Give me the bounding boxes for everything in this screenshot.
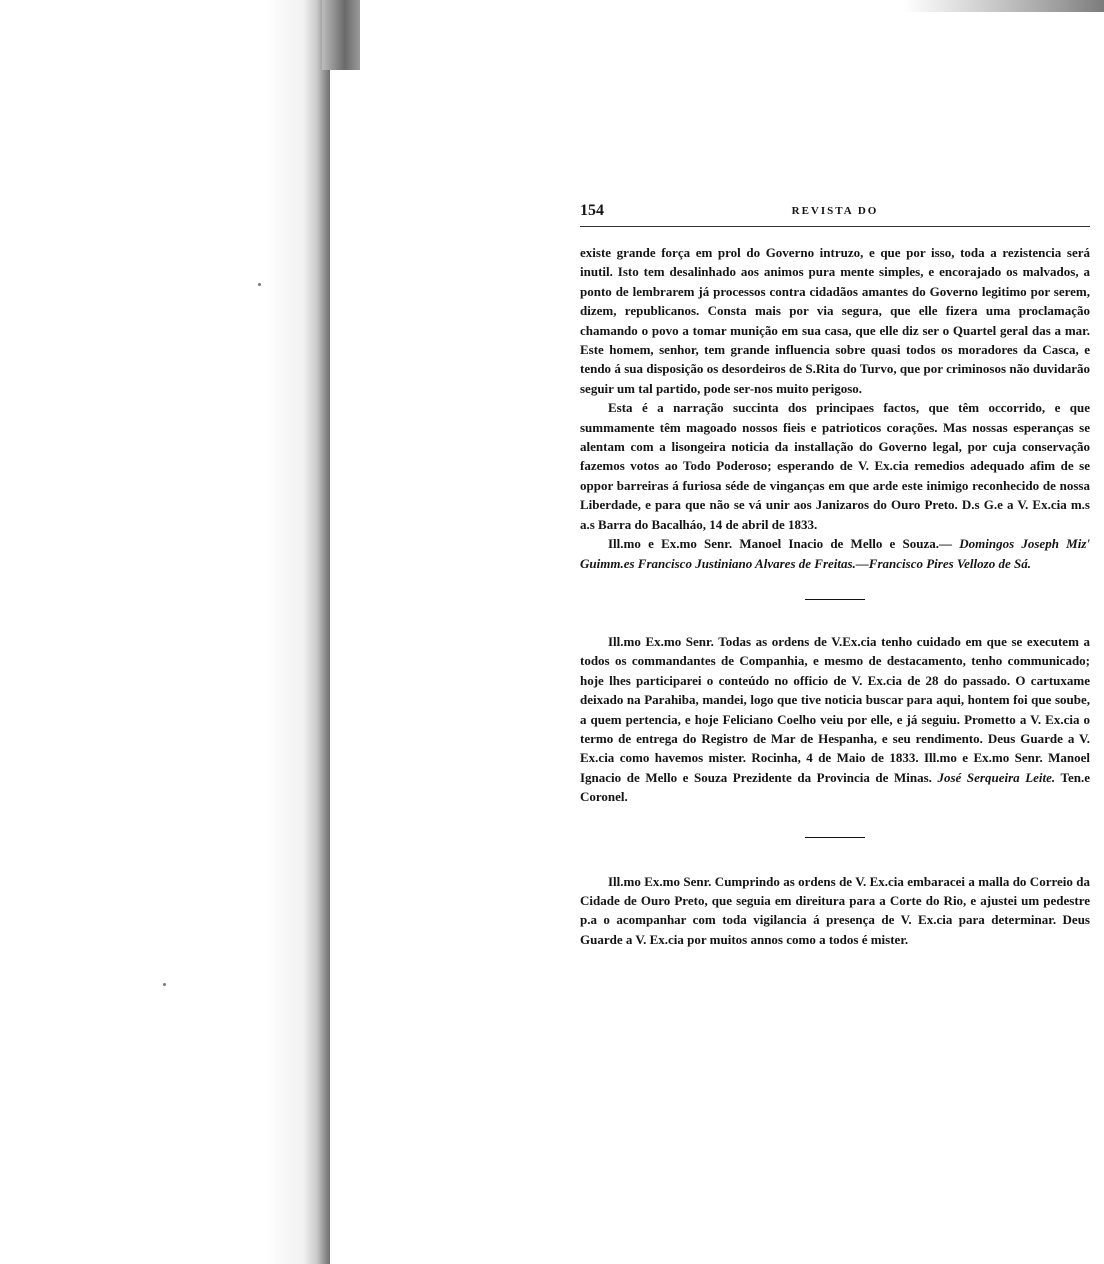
letter2-rank: Ten.e Coronel.	[580, 769, 1091, 805]
section-divider	[805, 599, 865, 600]
letter2-signatory: José Serqueira Leite.	[937, 769, 1056, 785]
document-page	[580, 200, 1090, 949]
letter1-paragraph2: Esta é a narração succinta dos principaes factos, que têm occorrido, e que summamente têm magoado nossos fieis e patrioticos corações. Mas nossas esperanças se alentam com a lisongeira noticia da installação do Governo legal, por cuja conservação fazemos votos ao Todo Poderoso; esperando de V. Ex.cia remedios adequado afim de se oppor barreiras á furiosa séde de vinganças em que arde este inimigo reconhecido de nossa Liberdade, e para que não se vá unir aos Janizaros do Ouro Preto. D.s G.e a V. Ex.cia m.s a.s Barra do Bacalháo, 14 de abril de 1833.	[580, 400, 1090, 532]
letter3-paragraph: Ill.mo Ex.mo Senr. Cumprindo as ordens de V. Ex.cia embaracei a malla do Correio da Cidade de Ouro Preto, que seguia em direitura para a Corte do Rio, e ajustei um pedestre p.a o acompanhar com toda vigilancia á presença de V. Ex.cia para determinar. Deus Guarde a V. Ex.cia por muitos annos como a todos é mister.	[580, 873, 1090, 947]
running-title: REVISTA DO	[791, 205, 879, 217]
section-divider	[805, 837, 865, 838]
letter2-text: Ill.mo Ex.mo Senr. Todas as ordens de V.Ex.cia tenho cuidado em que se executem a todos os commandantes de Companhia, e mesmo de destacamento, tenho communicado; hoje lhes participarei o conteúdo no officio de V. Ex.cia de 28 do passado. O cartuxame deixado na Parahiba, mandei, logo que tive noticia buscar para aqui, hontem foi que soube, a quem pertencia, e hoje Feliciano Coelho veiu por elle, e já seguiu. Prometto a V. Ex.cia o termo de entrega do Registro de Mar de Hespanha, e seu rendimento. Deus Guarde a V. Ex.cia como havemos mister. Rocinha, 4 de Maio de 1833. Ill.mo e Ex.mo Senr. Manoel Ignacio de Mello e Souza Prezidente da Provincia de Minas.	[580, 633, 1090, 785]
scan-speck	[258, 283, 261, 286]
letter1-signatures	[580, 534, 1090, 573]
scan-speck	[163, 983, 166, 986]
running-head	[580, 200, 1090, 227]
scan-edge-shadow	[0, 0, 330, 1264]
letter1-paragraph1: existe grande força em prol do Governo intruzo, e que por isso, toda a rezistencia será inutil. Isto tem desalinhado aos animos pura mente simples, e encorajado os malvados, a ponto de lembrarem já processos contra cidadãos amantes do Governo legitimo por serem, dizem, republicanos. Consta mais por via segura, que elle fizera uma proclamação chamando o povo a tomar munição em sua casa, que elle diz ser o Quartel geral das a mar. Este homem, senhor, tem grande influencia sobre quasi todos os moradores da Casca, e tendo á sua disposição os desordeiros de S.Rita do Turvo, que por criminosos não duvidarão seguir um tal partido, pode ser-nos muito perigoso.	[580, 245, 1090, 396]
letter1-signatories: Domingos Joseph Miz' Guimm.es Francisco Justiniano Alvares de Freitas.—Francisco Pires Vellozo de Sá.	[580, 536, 1090, 571]
letter1-salutation: Ill.mo e Ex.mo Senr. Manoel Inacio de Mello e Souza.—	[608, 536, 953, 552]
page-number: 154	[580, 202, 604, 219]
letter2-paragraph	[580, 632, 1090, 807]
body-text	[580, 243, 1090, 949]
scan-top-right-shadow	[904, 0, 1104, 12]
scan-edge-top	[322, 0, 360, 70]
